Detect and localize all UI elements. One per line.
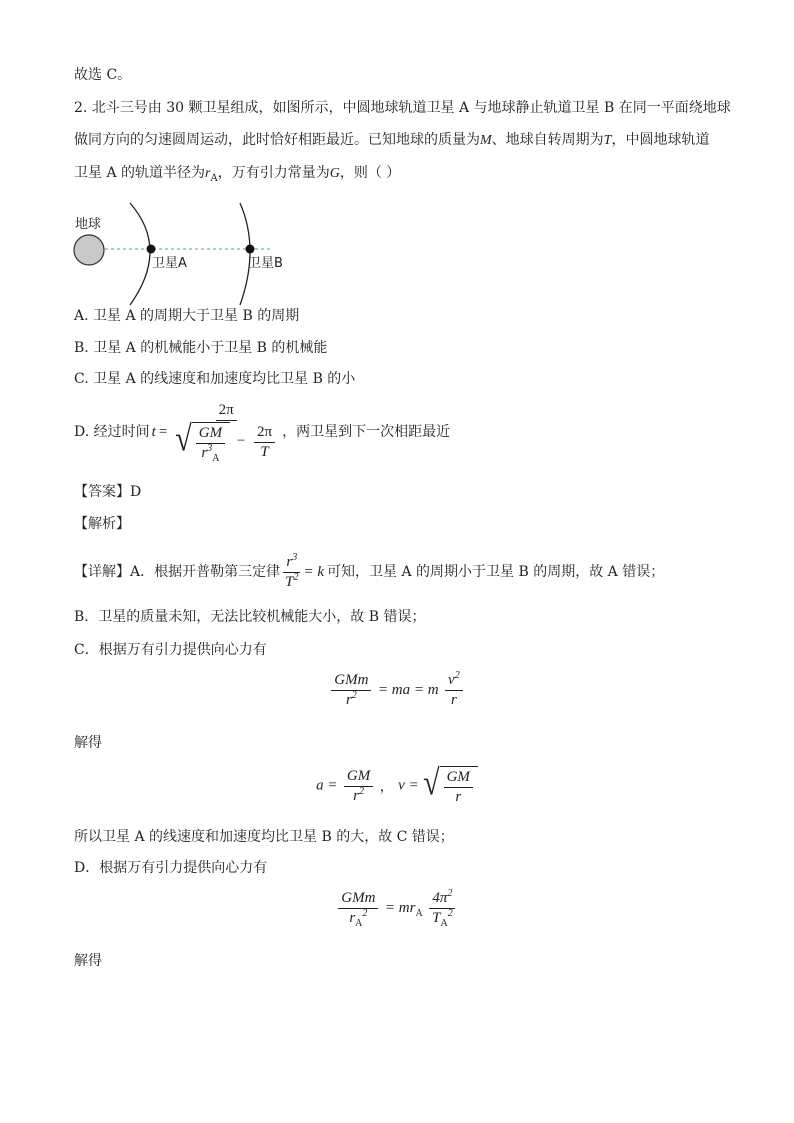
eq2-sqrt xyxy=(423,763,478,806)
option-d-prefix: D. 经过时间 xyxy=(74,424,150,440)
eq2-separator: ， xyxy=(379,779,394,795)
intro-text: 故选 C。 xyxy=(74,67,132,83)
eq1-v-sup: 2 xyxy=(454,670,460,681)
eq1-left xyxy=(331,672,371,709)
eq3-den: r xyxy=(349,910,356,926)
sqrt-expression xyxy=(175,419,230,464)
eq3-mid xyxy=(384,900,423,919)
r-sup: 3 xyxy=(207,443,213,454)
eq2-a-fraction xyxy=(344,768,373,805)
gm-over-r3 xyxy=(196,425,225,462)
orbit-b-arc xyxy=(240,203,250,305)
eq1-num: GMm xyxy=(331,672,371,691)
eq1-den-sup: 2 xyxy=(351,690,357,701)
eq3-left xyxy=(338,890,378,927)
radius-symbol: r xyxy=(205,166,211,181)
eq3-4pi-sup: 2 xyxy=(447,888,453,899)
eq3-mid-text: = mr xyxy=(384,900,416,916)
satellite-b-label: 卫星B xyxy=(248,256,283,271)
option-d-suffix: ，两卫星到下一次相距最近 xyxy=(282,424,451,440)
kepler-r: r xyxy=(286,553,293,570)
eq2-a: a = xyxy=(316,777,338,794)
analysis-label: 【解析】 xyxy=(74,516,130,532)
time-denominator xyxy=(172,421,280,462)
eq3-den-sup: 2 xyxy=(362,908,368,919)
eq2-v: v = xyxy=(398,777,419,794)
kepler-equals-k: = k xyxy=(303,564,324,580)
time-fraction xyxy=(172,402,280,462)
satellite-b-dot xyxy=(246,245,255,254)
gravity-constant-symbol: G xyxy=(329,166,340,181)
eq2-r: r xyxy=(353,787,359,804)
earth-label: 地球 xyxy=(75,217,102,232)
option-d xyxy=(74,402,450,462)
gm-text: GM xyxy=(196,425,225,444)
eq3-right xyxy=(429,890,456,927)
kepler-t-sup: 2 xyxy=(293,571,299,583)
detail-a-end: 可知，卫星 A 的周期小于卫星 B 的周期，故 A 错误； xyxy=(327,564,665,580)
satellite-a-dot xyxy=(147,245,156,254)
kepler-t: T xyxy=(285,573,294,590)
earth-icon xyxy=(74,235,104,265)
time-symbol: t xyxy=(151,424,156,440)
minus-sign: − xyxy=(236,433,246,450)
solve-label-2: 解得 xyxy=(74,953,102,969)
sqrt-icon: √ xyxy=(175,419,192,459)
eq3-t-sub: A xyxy=(440,918,448,929)
answer-label: 【答案】 xyxy=(74,484,130,500)
detail-a-start: A．根据开普勒第三定律 xyxy=(130,564,281,580)
option-a: A. 卫星 A 的周期大于卫星 B 的周期 xyxy=(74,308,300,324)
question-line-3 xyxy=(74,163,400,184)
detail-b-line: B．卫星的质量未知，无法比较机械能大小，故 B 错误； xyxy=(74,609,426,625)
kepler-fraction xyxy=(282,551,301,591)
eq3-t: T xyxy=(432,910,441,926)
answer-line xyxy=(74,482,141,502)
eq2-sqrt-body xyxy=(440,766,478,806)
option-c: C. 卫星 A 的线速度和加速度均比卫星 B 的小 xyxy=(74,371,356,387)
equation-3 xyxy=(0,890,794,927)
question-text: ，中圆地球轨道 xyxy=(611,132,710,148)
question-text: ，则（ ） xyxy=(339,165,401,181)
sqrt-body xyxy=(192,422,230,462)
eq1-v: v xyxy=(448,672,455,688)
satellite-a-label: 卫星A xyxy=(152,256,187,271)
answer-value: D xyxy=(130,484,142,500)
question-line-1: 2. 北斗三号由 30 颗卫星组成，如图所示，中圆地球轨道卫星 A 与地球静止轨道卫星 B 在同一平面绕地球 xyxy=(74,100,731,116)
eq3-t-sup: 2 xyxy=(447,908,453,919)
period-symbol: T xyxy=(603,133,612,148)
eq1-mid: = ma = m xyxy=(377,682,439,698)
time-numerator: 2π xyxy=(216,402,237,421)
eq3-mid-sub: A xyxy=(415,908,423,919)
eq2-gm: GM xyxy=(344,768,373,787)
eq3-den-sub: A xyxy=(355,918,363,929)
eq2-r2: r xyxy=(455,789,462,805)
equation-2 xyxy=(0,763,794,806)
orbit-a-arc xyxy=(130,203,150,305)
option-b: B. 卫星 A 的机械能小于卫星 B 的机械能 xyxy=(74,340,328,356)
question-text: 卫星 A 的轨道半径为 xyxy=(74,165,206,181)
detail-c-conclusion: 所以卫星 A 的线速度和加速度均比卫星 B 的大，故 C 错误； xyxy=(74,829,454,845)
detail-label: 【详解】 xyxy=(74,564,130,580)
r-sub: A xyxy=(212,453,220,464)
mass-symbol: M xyxy=(480,133,492,148)
question-text: 、地球自转周期为 xyxy=(491,132,604,148)
eq2-v-fraction xyxy=(444,769,473,806)
kepler-r-sup: 3 xyxy=(292,551,298,563)
detail-c-line: C．根据万有引力提供向心力有 xyxy=(74,642,267,658)
detail-d-line: D．根据万有引力提供向心力有 xyxy=(74,860,268,876)
sqrt-icon: √ xyxy=(423,763,440,803)
eq2-r-sup: 2 xyxy=(358,785,364,797)
detail-a-line xyxy=(74,552,664,592)
eq1-right xyxy=(445,672,463,709)
r-text: r xyxy=(201,445,208,461)
eq3-4pi: 4π xyxy=(432,890,448,906)
two-pi-text: 2π xyxy=(254,424,275,443)
eq1-r: r xyxy=(450,692,457,708)
eq1-den: r xyxy=(345,692,352,708)
solve-label-1: 解得 xyxy=(74,735,102,751)
equation-1 xyxy=(0,672,794,709)
radius-subscript: A xyxy=(210,172,218,184)
two-pi-over-t xyxy=(254,424,275,461)
orbit-diagram xyxy=(70,200,310,310)
eq3-num: GMm xyxy=(338,890,378,909)
equals-sign: = xyxy=(158,424,168,440)
eq2-gm2: GM xyxy=(444,769,473,788)
t-text: T xyxy=(260,443,269,460)
question-line-2 xyxy=(74,130,709,151)
question-text: ，万有引力常量为 xyxy=(217,165,330,181)
question-text: 做同方向的匀速圆周运动，此时恰好相距最近。已知地球的质量为 xyxy=(74,132,480,148)
